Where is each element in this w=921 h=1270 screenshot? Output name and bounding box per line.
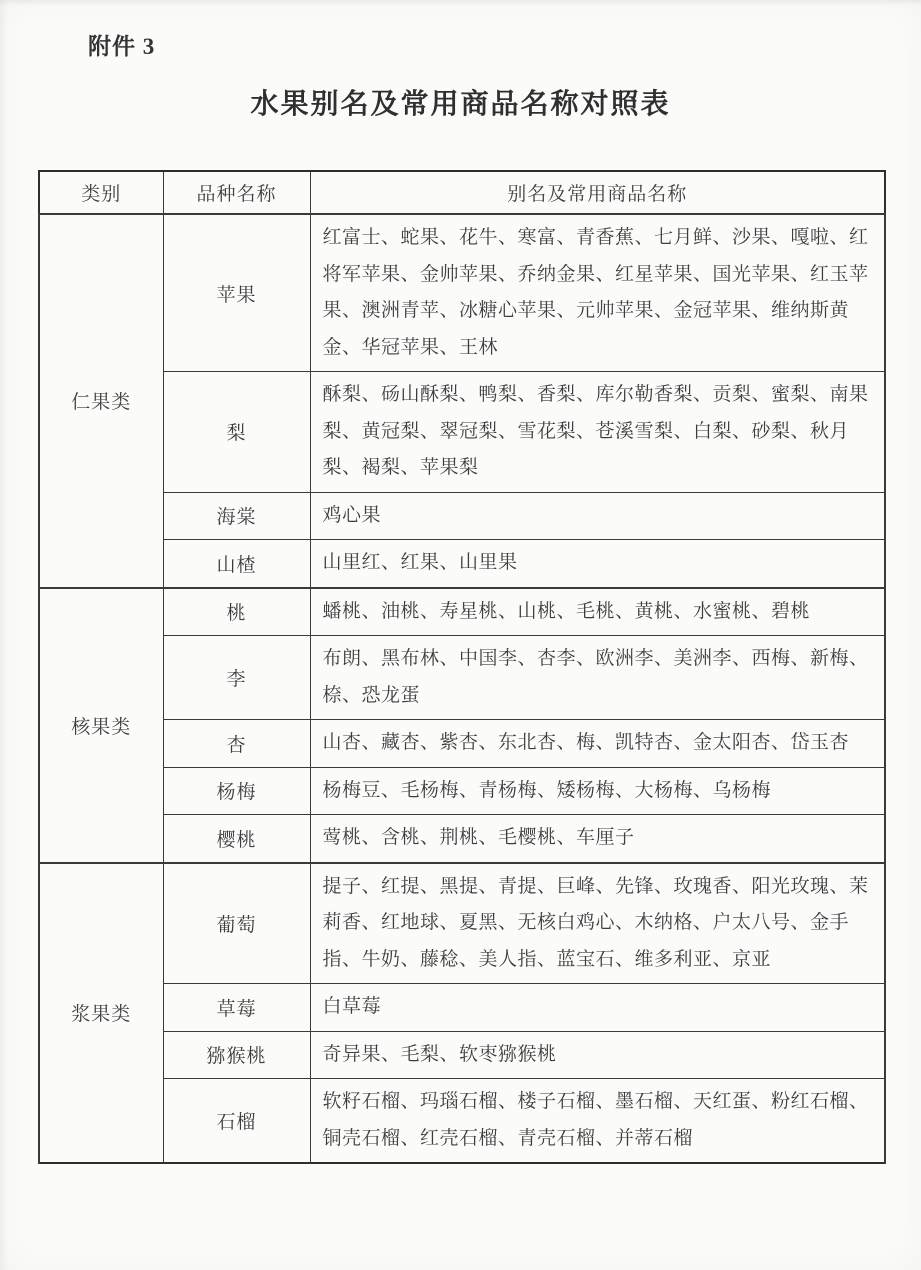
variety-cell: 猕猴桃 — [163, 1031, 310, 1079]
category-cell: 浆果类 — [39, 863, 163, 1164]
table-row — [39, 720, 885, 768]
aliases-cell: 蟠桃、油桃、寿星桃、山桃、毛桃、黄桃、水蜜桃、碧桃 — [310, 588, 885, 636]
header-cell-aliases: 别名及常用商品名称 — [310, 171, 885, 214]
variety-cell: 石榴 — [163, 1079, 310, 1164]
table-row — [39, 588, 885, 636]
attachment-label: 附件 3 — [88, 34, 156, 59]
fruit-alias-table — [38, 170, 886, 1164]
table-row — [39, 863, 885, 984]
page-title: 水果别名及常用商品名称对照表 — [250, 89, 671, 120]
variety-cell: 杨梅 — [163, 767, 310, 815]
aliases-cell: 鸡心果 — [310, 492, 885, 540]
variety-cell: 桃 — [163, 588, 310, 636]
table-row — [39, 492, 885, 540]
table-row — [39, 815, 885, 863]
category-cell: 核果类 — [39, 588, 163, 863]
variety-cell: 苹果 — [163, 214, 310, 372]
table-row — [39, 540, 885, 588]
aliases-cell: 杨梅豆、毛杨梅、青杨梅、矮杨梅、大杨梅、乌杨梅 — [310, 767, 885, 815]
table-row — [39, 214, 885, 372]
scan-artifact-top — [0, 0, 921, 6]
table-header-row — [39, 171, 885, 214]
table-row — [39, 767, 885, 815]
variety-cell: 梨 — [163, 372, 310, 493]
scan-artifact-left — [0, 0, 8, 1270]
aliases-cell: 山里红、红果、山里果 — [310, 540, 885, 588]
table-row — [39, 1079, 885, 1164]
aliases-cell: 奇异果、毛梨、软枣猕猴桃 — [310, 1031, 885, 1079]
variety-cell: 葡萄 — [163, 863, 310, 984]
variety-cell: 山楂 — [163, 540, 310, 588]
header-cell-variety: 品种名称 — [163, 171, 310, 214]
table-row — [39, 984, 885, 1032]
table-row — [39, 1031, 885, 1079]
variety-cell: 杏 — [163, 720, 310, 768]
table-row — [39, 636, 885, 720]
aliases-cell: 莺桃、含桃、荆桃、毛樱桃、车厘子 — [310, 815, 885, 863]
variety-cell: 李 — [163, 636, 310, 720]
aliases-cell: 红富士、蛇果、花牛、寒富、青香蕉、七月鲜、沙果、嘎啦、红将军苹果、金帅苹果、乔纳金果、红星苹果、国光苹果、红玉苹果、澳洲青苹、冰糖心苹果、元帅苹果、金冠苹果、维纳斯黄金、华冠苹果、王林 — [310, 214, 885, 372]
aliases-cell: 白草莓 — [310, 984, 885, 1032]
category-cell: 仁果类 — [39, 214, 163, 588]
variety-cell: 樱桃 — [163, 815, 310, 863]
aliases-cell: 软籽石榴、玛瑙石榴、楼子石榴、墨石榴、天红蛋、粉红石榴、铜壳石榴、红壳石榴、青壳石榴、并蒂石榴 — [310, 1079, 885, 1164]
header-cell-category: 类别 — [39, 171, 163, 214]
variety-cell: 草莓 — [163, 984, 310, 1032]
table-row — [39, 372, 885, 493]
aliases-cell: 酥梨、砀山酥梨、鸭梨、香梨、库尔勒香梨、贡梨、蜜梨、南果梨、黄冠梨、翠冠梨、雪花梨、苍溪雪梨、白梨、砂梨、秋月梨、褐梨、苹果梨 — [310, 372, 885, 493]
aliases-cell: 提子、红提、黑提、青提、巨峰、先锋、玫瑰香、阳光玫瑰、茉莉香、红地球、夏黑、无核白鸡心、木纳格、户太八号、金手指、牛奶、藤稔、美人指、蓝宝石、维多利亚、京亚 — [310, 863, 885, 984]
variety-cell: 海棠 — [163, 492, 310, 540]
aliases-cell: 布朗、黑布林、中国李、杏李、欧洲李、美洲李、西梅、新梅、㮈、恐龙蛋 — [310, 636, 885, 720]
aliases-cell: 山杏、藏杏、紫杏、东北杏、梅、凯特杏、金太阳杏、岱玉杏 — [310, 720, 885, 768]
